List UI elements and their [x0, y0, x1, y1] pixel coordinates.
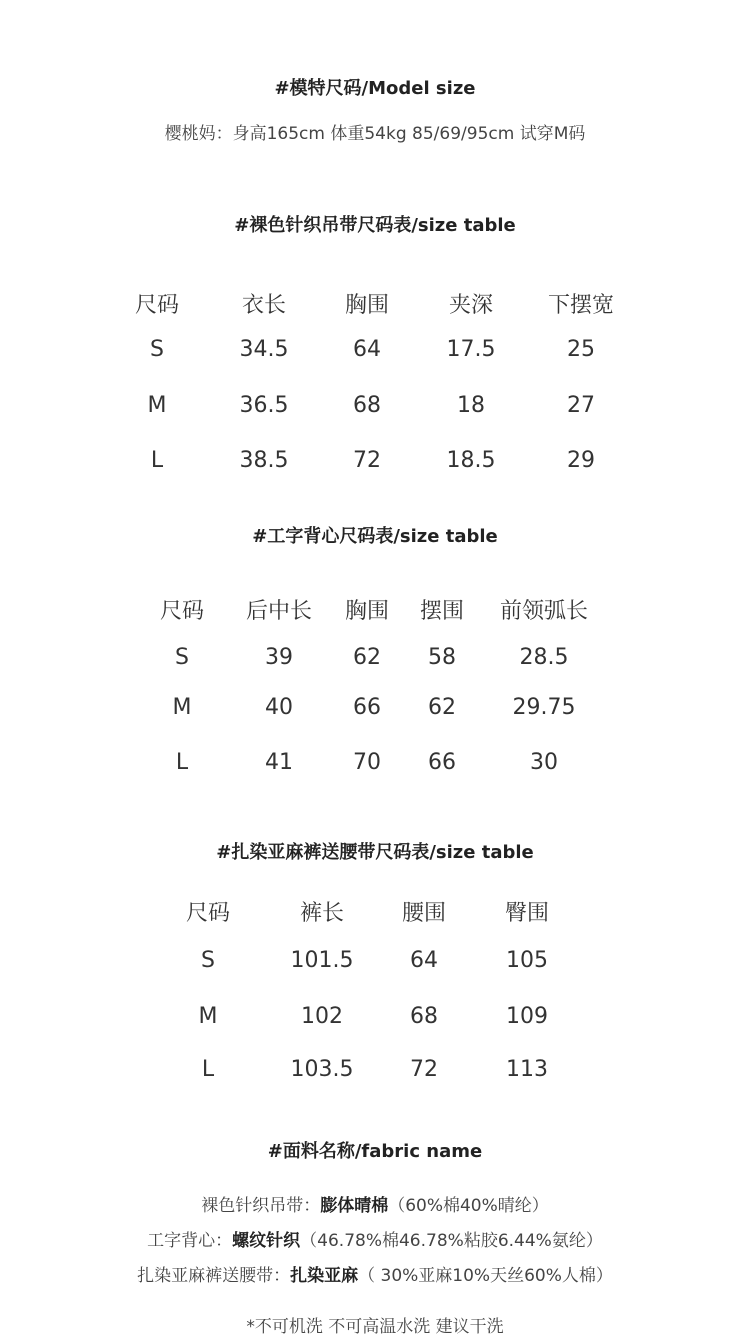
- table-cell: 62: [428, 695, 456, 720]
- model-size-line: 樱桃妈：身高165cm 体重54kg 85/69/95cm 试穿M码: [164, 124, 586, 144]
- table-cell: 103.5: [290, 1057, 354, 1082]
- pants-table-title: #扎染亚麻裤送腰带尺码表/size table: [216, 842, 534, 863]
- table-cell: 72: [353, 448, 381, 473]
- table-cell: 18.5: [446, 448, 496, 473]
- table-header-cell: 衣长: [241, 293, 287, 318]
- table-cell: 113: [506, 1057, 548, 1082]
- table-cell: L: [175, 750, 189, 775]
- table-header-cell: 前领弧长: [499, 599, 589, 624]
- table-cell: L: [201, 1057, 215, 1082]
- table-cell: 29.75: [512, 695, 576, 720]
- table-cell: 27: [567, 393, 595, 418]
- table-cell: M: [172, 695, 192, 720]
- table-cell: 64: [353, 337, 381, 362]
- fabric-title: #面料名称/fabric name: [267, 1141, 483, 1162]
- fabric-item-vest: [0, 1226, 750, 1251]
- table-cell: 18: [457, 393, 485, 418]
- fabric-item-label: 裸色针织吊带：: [201, 1196, 321, 1216]
- fabric-item-name: 膨体晴棉: [320, 1196, 389, 1216]
- table-cell: M: [198, 1004, 218, 1029]
- table-header-cell: 摆围: [419, 599, 465, 624]
- table-header-cell: 裤长: [299, 901, 345, 926]
- table-cell: 66: [428, 750, 456, 775]
- care-note: *不可机洗 不可高温水洗 建议干洗: [246, 1317, 504, 1337]
- table-cell: S: [150, 337, 164, 362]
- fabric-item-detail: （46.78%棉46.78%粘胶6.44%氨纶）: [300, 1231, 603, 1251]
- table-cell: 109: [506, 1004, 548, 1029]
- table-cell: 105: [506, 948, 548, 973]
- table-header-cell: 腰围: [401, 901, 447, 926]
- table-header-cell: 尺码: [134, 293, 180, 318]
- table-cell: S: [201, 948, 215, 973]
- table-cell: 66: [353, 695, 381, 720]
- table-cell: 68: [353, 393, 381, 418]
- table-cell: 72: [410, 1057, 438, 1082]
- table-cell: 70: [353, 750, 381, 775]
- table-header-cell: 尺码: [185, 901, 231, 926]
- table-cell: 36.5: [239, 393, 289, 418]
- fabric-item-detail: （60%棉40%晴纶）: [388, 1196, 549, 1216]
- fabric-item-label: 工字背心：: [147, 1231, 233, 1251]
- table-header-cell: 夹深: [448, 293, 494, 318]
- table-cell: 34.5: [239, 337, 289, 362]
- fabric-item-camisole: [0, 1191, 750, 1216]
- table-cell: L: [150, 448, 164, 473]
- fabric-item-name: 扎染亚麻: [290, 1266, 359, 1286]
- fabric-item-pants: [0, 1261, 750, 1286]
- table-header-cell: 胸围: [344, 293, 390, 318]
- table-cell: 38.5: [239, 448, 289, 473]
- fabric-item-label: 扎染亚麻裤送腰带：: [137, 1266, 291, 1286]
- table-cell: 58: [428, 645, 456, 670]
- table-header-cell: 后中长: [245, 599, 313, 624]
- table-header-cell: 尺码: [159, 599, 205, 624]
- table-cell: S: [175, 645, 189, 670]
- table-header-cell: 下摆宽: [547, 293, 615, 318]
- table-cell: 102: [301, 1004, 343, 1029]
- table-cell: 17.5: [446, 337, 496, 362]
- table-cell: 41: [265, 750, 293, 775]
- fabric-item-name: 螺纹针织: [232, 1231, 301, 1251]
- vest-table-title: #工字背心尺码表/size table: [252, 526, 498, 547]
- table-header-cell: 臀围: [504, 901, 550, 926]
- table-cell: M: [147, 393, 167, 418]
- camisole-table-title: #裸色针织吊带尺码表/size table: [234, 215, 516, 236]
- table-header-cell: 胸围: [344, 599, 390, 624]
- fabric-item-detail: （ 30%亚麻10%天丝60%人棉）: [358, 1266, 613, 1286]
- table-cell: 64: [410, 948, 438, 973]
- table-cell: 62: [353, 645, 381, 670]
- table-cell: 29: [567, 448, 595, 473]
- table-cell: 39: [265, 645, 293, 670]
- table-cell: 25: [567, 337, 595, 362]
- table-cell: 40: [265, 695, 293, 720]
- table-cell: 28.5: [519, 645, 569, 670]
- table-cell: 30: [530, 750, 558, 775]
- table-cell: 101.5: [290, 948, 354, 973]
- model-size-title: #模特尺码/Model size: [274, 78, 476, 99]
- table-cell: 68: [410, 1004, 438, 1029]
